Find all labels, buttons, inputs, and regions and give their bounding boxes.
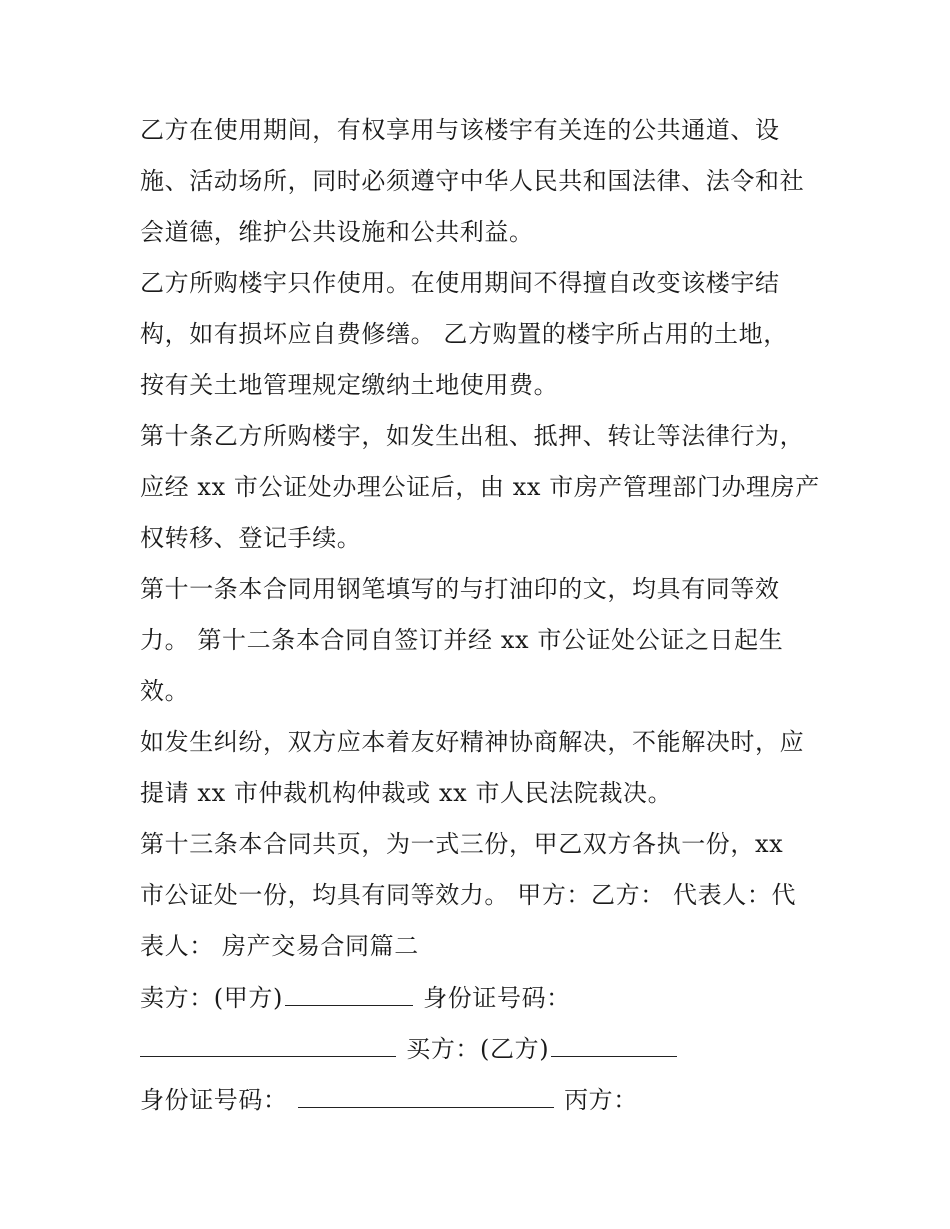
text-line: 权转移、登记手续。 [140,524,362,552]
seller-label: 卖方：(甲方) [140,984,283,1012]
buyer-label: 买方：(乙方) [406,1035,550,1063]
form-line-buyer-id [140,1077,820,1128]
document-page [140,108,820,1128]
text-line: 会道德，维护公共设施和公共利益。 [140,218,534,246]
text-line: 力。 第十二条本合同自签订并经 xx 市公证处公证之日起生 [140,626,784,654]
text-line: 应经 xx 市公证处办理公证后，由 xx 市房产管理部门办理房产 [140,473,820,501]
text-line: 如发生纠纷，双方应本着友好精神协商解决，不能解决时，应 [140,728,805,756]
buyer-name-blank[interactable] [551,1026,677,1057]
form-line-seller [140,975,820,1026]
text-line: 乙方在使用期间，有权享用与该楼宇有关连的公共通道、设 [140,116,780,144]
seller-name-blank[interactable] [285,975,413,1006]
text-line: 市公证处一份，均具有同等效力。 甲方：乙方： 代表人：代 [140,881,797,909]
buyer-id-label: 身份证号码： [140,1086,288,1114]
text-line: 表人： 房产交易合同篇二 [140,932,419,960]
text-line: 第十一条本合同用钢笔填写的与打油印的文，均具有同等效 [140,575,780,603]
text-line: 提请 xx 市仲裁机构仲裁或 xx 市人民法院裁决。 [140,779,673,807]
text-line: 构，如有损坏应自费修缮。 乙方购置的楼宇所占用的土地， [140,320,788,348]
text-line: 按有关土地管理规定缴纳土地使用费。 [140,371,559,399]
text-line: 施、活动场所，同时必须遵守中华人民共和国法律、法令和社 [140,167,805,195]
buyer-id-blank[interactable] [298,1077,554,1108]
seller-id-blank[interactable] [140,1026,396,1057]
text-line: 乙方所购楼宇只作使用。在使用期间不得擅自改变该楼宇结 [140,269,780,297]
text-line: 第十三条本合同共页，为一式三份，甲乙双方各执一份，xx [140,830,784,858]
third-party-label: 丙方： [564,1086,638,1114]
seller-id-label: 身份证号码： [423,984,571,1012]
text-line: 第十条乙方所购楼宇，如发生出租、抵押、转让等法律行为， [140,422,805,450]
text-line: 效。 [140,677,190,705]
form-line-buyer [140,1026,820,1077]
